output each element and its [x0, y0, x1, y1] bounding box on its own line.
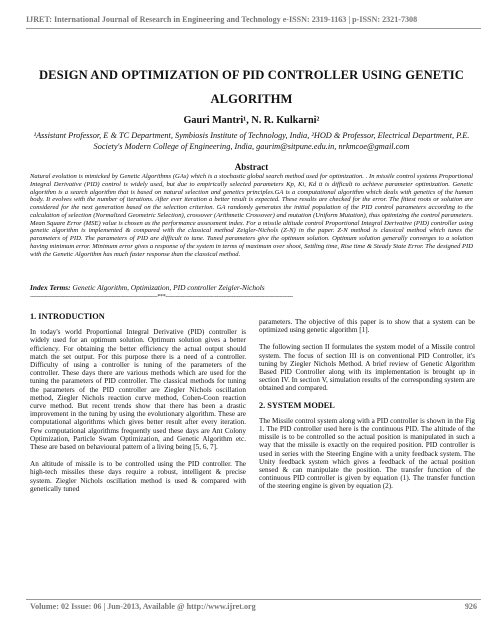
system-model-heading: 2. SYSTEM MODEL: [259, 400, 335, 410]
intro-paragraph-2: An altitude of missile is to be controlled using the PID controller. The high-tech missiles these days require a robust, intelligent & precise system. Ziegler Nichols oscillation method is used & compared with genetically tuned: [30, 460, 246, 493]
paper-authors: Gauri Mantri¹, N. R. Kulkarni²: [183, 115, 320, 126]
section-separator: ---------------------------------------------------------------------------***---------------------------------------------------------------------------: [30, 294, 293, 300]
index-terms-label: Index Terms:: [30, 283, 71, 292]
index-terms: [30, 283, 473, 292]
index-terms-list: Genetic Algorithm, Optimization, PID controller Zeigler-Nichols: [70, 283, 265, 292]
intro-paragraph-1: In today's world Proportional Integral Derivative (PID) controller is widely used for an optimum solution. Optimum solution gives a better efficiency. For obtaining the better efficiency the actual output should match the set output. For this purpose there is a need of a controller. Difficulty of using a controller is tuning of the parameters of the controller. These days there are various methods which are used for the tuning the parameters of PID controller. The classical methods for tuning the parameters of the PID controller are Ziegler Nichols oscillation method, Ziegler Nichols reaction curve method, Cohen-Coon reaction curve method. But recent trends show that there has been a drastic improvement in the tuning by using the evolutionary algorithm. These are computational algorithms which gives better result after every iteration. Few computational algorithms frequently used these days are Ant Colony Optimization, Particle Swam Optimization, and Genetic Algorithm etc. These are based on behavioural pattern of a living being [5, 6, 7].: [30, 328, 246, 452]
page-number: 926: [464, 602, 477, 611]
footer-divider: [26, 599, 481, 600]
abstract-text: Natural evolution is mimicked by Genetic Algorithms (GAs) which is a stochastic global search method used for optimization. . In missile control systems Proportional Integral Derivative (PID) control is widely used, but due to empirically selected parameters Kp, Ki, Kd it is difficult to achieve parameter optimization. Genetic algorithm is a search algorithm that is based on natural selection and genetics principles.GA is a computational algorithm which deals with genetics of the human body. It evolves with the number of iterations. After ever iteration a better result is expected. These results are checked for the error. The fittest roots or solution are considered for the next generation based on the selection criterion. GA randomly generates the initial population of the PID control parameters according to the calculation of selection (Normalized Geometric Selection), crossover (Arithmetic Crossover) and mutation (Uniform Mutation), thus optimizing the control parameters. Mean Square Error (MSE) value is chosen as the performance assessment index. For a missile altitude control Proportional Integral Derivative (PID) controller using genetic algorithm is implemented & compared with the classical method Zeigler-Nichols (Z-N) in the paper. Z-N method is classical method which tunes the parameters of PID. The parameters of PID are difficult to tune. Tuned parameters give the optimum solution. Optimum solution generally converges to a solution having minimum error. Minimum error gives a response of the system in terms of maximum over shoot, Settling time, Rise time & Steady State Error. The designed PID with the Genetic Algorithm has much faster response than the classical method.: [30, 173, 473, 258]
intro-continued-paragraph: parameters. The objective of this paper is to show that a system can be optimized using genetic algorithm [1].: [259, 318, 475, 335]
footer-volume-line: Volume: 02 Issue: 06 | Jun-2013, Available @ http://www.ijret.org: [30, 602, 256, 611]
abstract-heading: Abstract: [234, 162, 269, 172]
system-model-paragraph: The Missile control system along with a PID controller is shown in the Fig 1. The PID controller used here is the continuous PID. The altitude of the missile is to be controlled so the actual position is manipulated in such a way that the missile is exactly on the required position. PID controller is used in series with the Steering Engine with a unity feedback system. The Unity feedback system which gives a feedback of the actual position sensed & can manipulate the position. The transfer function of the continuous PID controller is given by equation (1). The transfer function of the steering engine is given by equation (2).: [259, 416, 475, 491]
outline-paragraph: The following section II formulates the system model of a Missile control system. The focus of section III is on conventional PID Controller, it's tuning by Ziegler Nichols Method. A brief review of Genetic Algorithm Based PID Controller along with its implementation is brought up in section IV. In section V, simulation results of the corresponding system are obtained and compared.: [259, 343, 475, 393]
header-divider: [26, 28, 481, 29]
author-affiliation: ¹Assistant Professor, E & TC Department, Symbiosis Institute of Technology, India, ²HOD & Professor, Electrical Department, P.E. Society's Modern College of Engineering, India, gaurim@sitpune.edu.in, nrkmcoe@gmail.com: [33, 131, 470, 151]
intro-heading: 1. INTRODUCTION: [30, 312, 105, 321]
journal-footer: [30, 602, 477, 611]
right-column: [259, 318, 475, 500]
left-column: [30, 313, 246, 502]
paper-title: DESIGN AND OPTIMIZATION OF PID CONTROLLER USING GENETIC ALGORITHM: [38, 68, 464, 106]
journal-header: IJRET: International Journal of Research in Engineering and Technology e-ISSN: 2319-1163 | p-ISSN: 2321-7308: [26, 15, 418, 24]
